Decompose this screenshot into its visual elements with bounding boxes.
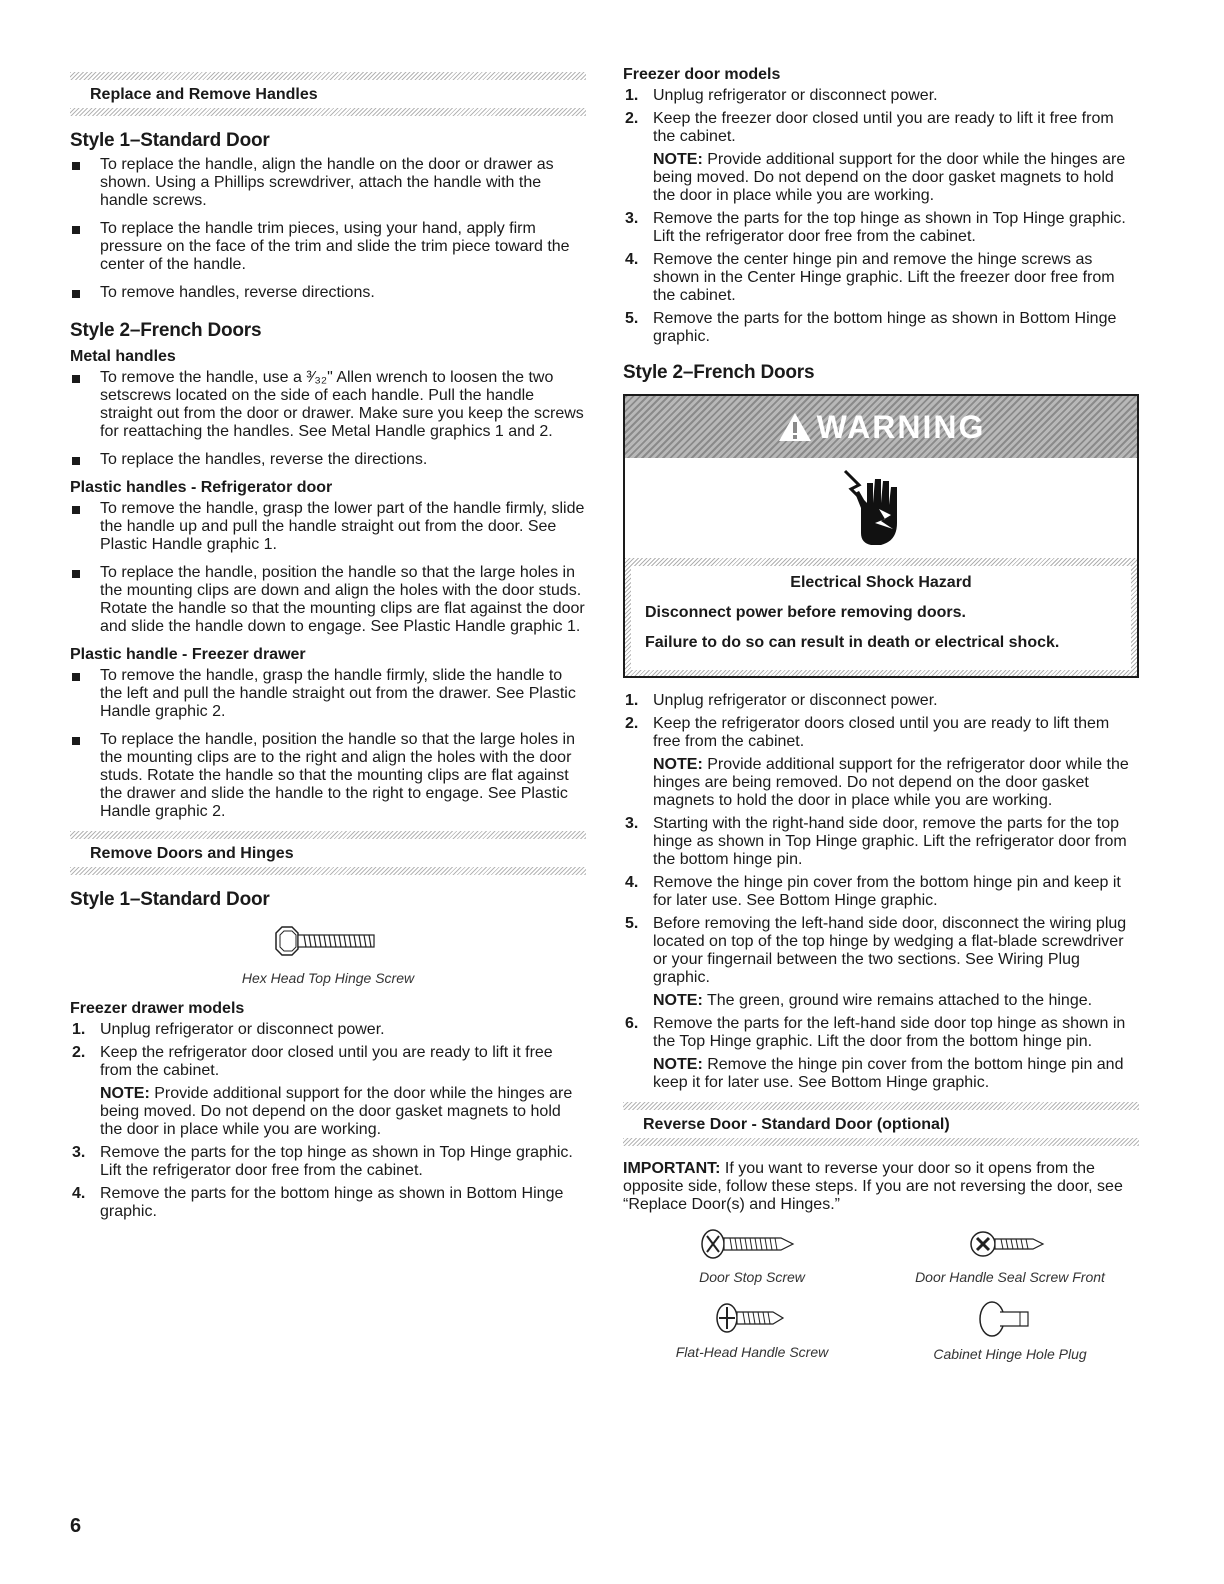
list-item: To remove handles, reverse directions. — [70, 284, 586, 302]
list-item: 5. Before removing the left-hand side door, disconnect the wiring plug located on top of the top hinge by wedging a flat-blade screwdriver or your fingernail between the two sections. See Wiring Plug graphic. NOTE: The green, ground wire remains attached to the hinge. — [623, 915, 1139, 1010]
hex-screw-caption: Hex Head Top Hinge Screw — [241, 970, 415, 986]
section-band-remove-doors: Remove Doors and Hinges — [70, 831, 586, 875]
list-item: To replace the handle, position the handle so that the large holes in the mounting clips are down and align the holes with the door studs. Rotate the handle so that the mounting clips are flat against the door and slide the handle down to engage. See Plastic Handle graphic 1. — [70, 564, 586, 636]
hex-head-screw-figure — [70, 921, 586, 966]
heading-style2-french-doors: Style 2–French Doors — [70, 320, 262, 341]
note: NOTE: Provide additional support for the door while the hinges are being moved. Do not depend on the door gasket magnets to hold the door in place while you are working. — [100, 1085, 573, 1138]
style1-bullet-list — [70, 156, 586, 302]
hole-plug-icon — [970, 1299, 1050, 1339]
flat-head-screw-caption: Flat-Head Handle Screw — [675, 1344, 829, 1360]
warning-body — [625, 558, 1137, 676]
warning-line-1: Disconnect power before removing doors. — [645, 604, 966, 621]
hole-plug-caption: Cabinet Hinge Hole Plug — [933, 1346, 1087, 1362]
shock-hazard-figure — [625, 458, 1137, 558]
heading-freezer-door-models: Freezer door models — [623, 66, 781, 83]
warning-triangle-icon — [777, 411, 813, 443]
list-item: 3. Remove the parts for the top hinge as shown in Top Hinge graphic. Lift the refrigerator door free from the cabinet. — [625, 210, 1126, 245]
list-item: 2. Keep the refrigerator door closed until you are ready to lift it free from the cabinet. NOTE: Provide additional support for the door while the hinges are being moved. Do not depend on the door gasket magnets to hold the door in place while you are working. — [70, 1044, 586, 1139]
warning-title: WARNING — [816, 408, 986, 445]
door-stop-screw-figure — [623, 1226, 881, 1295]
heading-plastic-refrigerator: Plastic handles - Refrigerator door — [70, 479, 333, 496]
list-item: 1. Unplug refrigerator or disconnect power. — [72, 1021, 385, 1038]
freezer-door-steps — [623, 87, 1139, 346]
right-column — [623, 62, 1139, 1372]
warning-box — [623, 394, 1139, 678]
hex-screw-icon — [268, 921, 388, 961]
list-item: 4. Remove the center hinge pin and remove the hinge screws as shown in the Center Hinge graphic. Lift the freezer door free from the cabinet. — [625, 251, 1115, 304]
list-item: To replace the handle trim pieces, using your hand, apply firm pressure on the face of the trim and slide the trim piece toward the center of the handle. — [70, 220, 586, 274]
seal-screw-caption: Door Handle Seal Screw Front — [915, 1269, 1105, 1285]
list-item: 2. Keep the refrigerator doors closed until you are ready to lift them free from the cabinet. NOTE: Provide additional support for the refrigerator door while the hinges are being removed. Do not depend on the door gasket magnets to hold the door in place while you are working. — [623, 715, 1139, 810]
seal-screw-figure — [881, 1226, 1139, 1295]
warning-line-2: Failure to do so can result in death or electrical shock. — [645, 634, 1060, 651]
french-door-steps — [623, 692, 1139, 1092]
heading-plastic-freezer: Plastic handle - Freezer drawer — [70, 646, 306, 663]
electric-shock-hand-icon — [841, 463, 921, 553]
list-item: To replace the handle, position the handle so that the large holes in the mounting clips are to the right and align the holes with the door studs. Rotate the handle so that the mounting clips are flat against the drawer and slide the handle to the right to engage. See Plastic Handle graphic 2. — [70, 731, 586, 821]
note: NOTE: Provide additional support for the door while the hinges are being moved. Do not depend on the door gasket magnets to hold the door in place while you are working. — [653, 151, 1126, 204]
list-item: 4. Remove the parts for the bottom hinge as shown in Bottom Hinge graphic. — [72, 1185, 564, 1220]
heading-style1-standard-door-2: Style 1–Standard Door — [70, 889, 270, 910]
seal-screw-icon — [965, 1226, 1055, 1262]
list-item: To remove the handle, grasp the lower part of the handle firmly, slide the handle up and pull the handle straight out from the door. See Plastic Handle graphic 1. — [70, 500, 586, 554]
freezer-drawer-steps — [70, 1021, 586, 1221]
list-item: To remove the handle, grasp the handle firmly, slide the handle to the left and pull the handle straight out from the drawer. See Plastic Handle graphic 2. — [70, 667, 586, 721]
plastic-refrigerator-list — [70, 500, 586, 636]
heading-style1-standard-door: Style 1–Standard Door — [70, 130, 270, 151]
door-stop-screw-icon — [697, 1226, 807, 1262]
warning-header — [625, 396, 1137, 458]
hole-plug-figure — [881, 1299, 1139, 1372]
list-item: 2. Keep the freezer door closed until you are ready to lift it free from the cabinet. NOTE: Provide additional support for the door while the hinges are being moved. Do not depend on the door gasket magnets to hold the door in place while you are working. — [623, 110, 1139, 205]
left-column — [70, 62, 586, 1226]
heading-freezer-drawer-models: Freezer drawer models — [70, 1000, 245, 1017]
list-item: 1. Unplug refrigerator or disconnect power. — [625, 87, 938, 104]
list-item: 6. Remove the parts for the left-hand side door top hinge as shown in the Top Hinge graphic. Lift the door from the bottom hinge pin. NOTE: Remove the hinge pin cover from the bottom hinge pin and keep it for later use. See Bottom Hinge graphic. — [623, 1015, 1139, 1092]
list-item: To replace the handle, align the handle on the door or drawer as shown. Using a Phillips screwdriver, attach the handle with the handle screws. — [70, 156, 586, 210]
list-item: To replace the handles, reverse the directions. — [70, 451, 586, 469]
heading-style2-french-doors-2: Style 2–French Doors — [623, 362, 815, 383]
list-item: 1. Unplug refrigerator or disconnect power. — [625, 692, 938, 709]
door-stop-screw-caption: Door Stop Screw — [699, 1269, 805, 1285]
page-number: 6 — [70, 1515, 82, 1537]
plastic-freezer-list — [70, 667, 586, 821]
flat-head-screw-figure — [623, 1299, 881, 1372]
important-note: IMPORTANT: If you want to reverse your door so it opens from the opposite side, follow these steps. If you are not reversing the door, see “Replace Door(s) and Hinges.” — [623, 1160, 1123, 1213]
list-item: 4. Remove the hinge pin cover from the bottom hinge pin and keep it for later use. See Bottom Hinge graphic. — [625, 874, 1121, 909]
heading-metal-handles: Metal handles — [70, 348, 176, 365]
note: NOTE: Remove the hinge pin cover from the bottom hinge pin and keep it for later use. See Bottom Hinge graphic. — [653, 1056, 1124, 1091]
warning-hazard: Electrical Shock Hazard — [790, 574, 972, 591]
section-band-replace-handles: Replace and Remove Handles — [70, 72, 586, 116]
list-item: 5. Remove the parts for the bottom hinge as shown in Bottom Hinge graphic. — [625, 310, 1117, 345]
metal-handles-list — [70, 369, 586, 469]
list-item: 3. Remove the parts for the top hinge as shown in Top Hinge graphic. Lift the refrigerator door free from the cabinet. — [72, 1144, 573, 1179]
note: NOTE: Provide additional support for the refrigerator door while the hinges are being removed. Do not depend on the door gasket magnets to hold the door in place while you are working. — [653, 756, 1129, 809]
list-item: To remove the handle, use a ³⁄₃₂" Allen wrench to loosen the two setscrews located on the side of each handle. Pull the handle straight out from the door or drawer. Make sure you keep the screws for reattaching the handles. See Metal Handle graphics 1 and 2. — [70, 369, 586, 441]
list-item: 3. Starting with the right-hand side door, remove the parts for the top hinge as shown in Top Hinge graphic. Lift the refrigerator door from the bottom hinge pin. — [625, 815, 1127, 868]
note: NOTE: The green, ground wire remains attached to the hinge. — [653, 992, 1093, 1009]
section-band-reverse-door: Reverse Door - Standard Door (optional) — [623, 1102, 1139, 1146]
screw-figures-grid — [623, 1226, 1139, 1372]
flat-head-screw-icon — [707, 1299, 797, 1337]
